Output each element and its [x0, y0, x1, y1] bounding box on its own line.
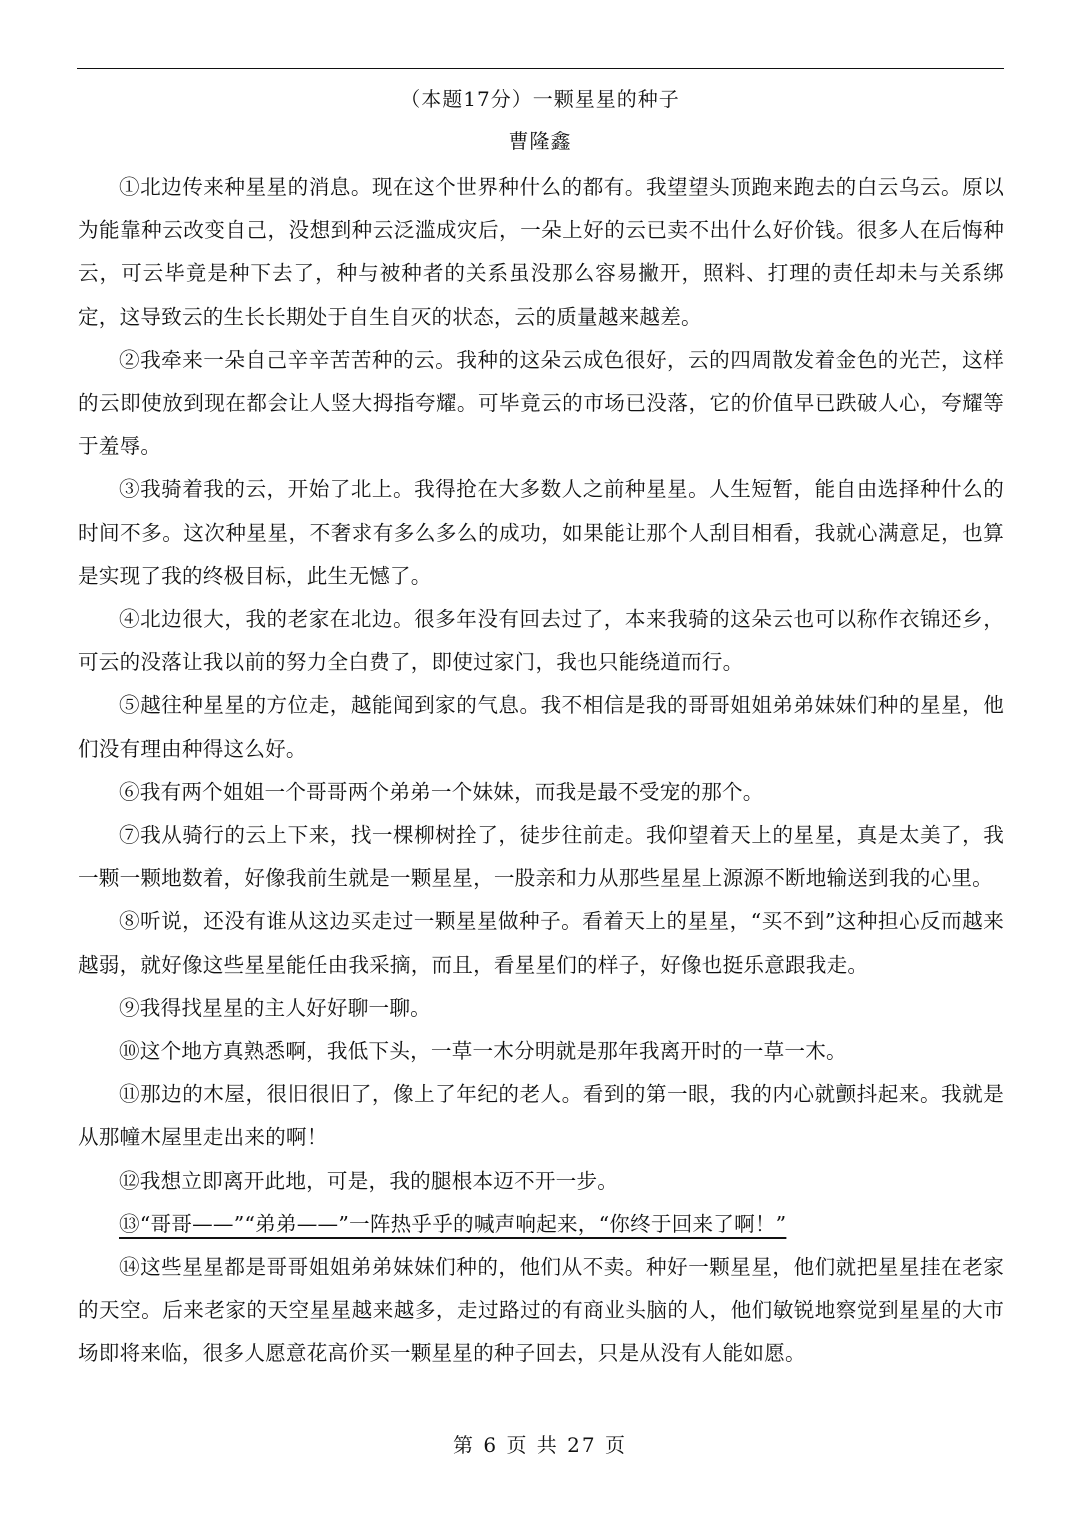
- paragraph-8: ⑧听说，还没有谁从这边买走过一颗星星做种子。看着天上的星星，“买不到”这种担心反而越来越弱，就好像这些星星能任由我采摘，而且，看星星们的样子，好像也挺乐意跟我走。: [78, 909, 1004, 977]
- paragraph-9: ⑨我得找星星的主人好好聊一聊。: [119, 995, 431, 1020]
- article-author: 曹隆鑫: [508, 129, 572, 153]
- paragraph-5: ⑤越往种星星的方位走，越能闻到家的气息。我不相信是我的哥哥姐姐弟弟妹妹们种的星星，他们没有理由种得这么好。: [78, 693, 1004, 761]
- paragraph-14: ⑭这些星星都是哥哥姐姐弟弟妹妹们种的，他们从不卖。种好一颗星星，他们就把星星挂在老家的天空。后来老家的天空星星越来越多，走过路过的有商业头脑的人，他们敏锐地察觉到星星的大市场即将来临，很多人愿意花高价买一颗星星的种子回去，只是从没有人能如愿。: [78, 1255, 1004, 1366]
- paragraph-6: ⑥我有两个姐姐一个哥哥两个弟弟一个妹妹，而我是最不受宠的那个。: [119, 779, 764, 804]
- page-number: 第 6 页 共 27 页: [453, 1433, 627, 1457]
- underlined-sentence: ⑬“哥哥——”“弟弟——”一阵热乎乎的喊声响起来，“你终于回来了啊！”: [119, 1211, 787, 1236]
- paragraph-2: ②我牵来一朵自己辛辛苦苦种的云。我种的这朵云成色很好，云的四周散发着金色的光芒，这样的云即使放到现在都会让人竖大拇指夸耀。可毕竟云的市场已没落，它的价值早已跌破人心，夸耀等于羞辱。: [78, 347, 1004, 459]
- paragraph-13: [78, 1203, 1004, 1246]
- article-body: [78, 166, 1004, 1376]
- paragraph-1: ①北边传来种星星的消息。现在这个世界种什么的都有。我望望头顶跑来跑去的白云乌云。原以为能靠种云改变自己，没想到种云泛滥成灾后，一朵上好的云已卖不出什么好价钱。很多人在后悔种云，可云毕竟是种下去了，种与被种者的关系虽没那么容易撇开，照料、打理的责任却未与关系绑定，这导致云的生长长期处于自生自灭的状态，云的质量越来越差。: [78, 175, 1004, 329]
- article-title: （本题17分）一颗星星的种子: [400, 87, 680, 111]
- paragraph-7: ⑦我从骑行的云上下来，找一棵柳树拴了，徒步往前走。我仰望着天上的星星，真是太美了，我一颗一颗地数着，好像我前生就是一颗星星，一股亲和力从那些星星上源源不断地输送到我的心里。: [78, 823, 1004, 891]
- header-rule: [77, 68, 1004, 69]
- paragraph-10: ⑩这个地方真熟悉啊，我低下头，一草一木分明就是那年我离开时的一草一木。: [119, 1039, 847, 1064]
- paragraph-12: ⑫我想立即离开此地，可是，我的腿根本迈不开一步。: [119, 1168, 619, 1193]
- paragraph-4: ④北边很大，我的老家在北边。很多年没有回去过了，本来我骑的这朵云也可以称作衣锦还乡，可云的没落让我以前的努力全白费了，即使过家门，我也只能绕道而行。: [78, 607, 1004, 675]
- paragraph-11: ⑪那边的木屋，很旧很旧了，像上了年纪的老人。看到的第一眼，我的内心就颤抖起来。我就是从那幢木屋里走出来的啊！: [78, 1082, 1004, 1150]
- paragraph-3: ③我骑着我的云，开始了北上。我得抢在大多数人之前种星星。人生短暂，能自由选择种什么的时间不多。这次种星星，不奢求有多么多么的成功，如果能让那个人刮目相看，我就心满意足，也算是实现了我的终极目标，此生无憾了。: [78, 477, 1004, 588]
